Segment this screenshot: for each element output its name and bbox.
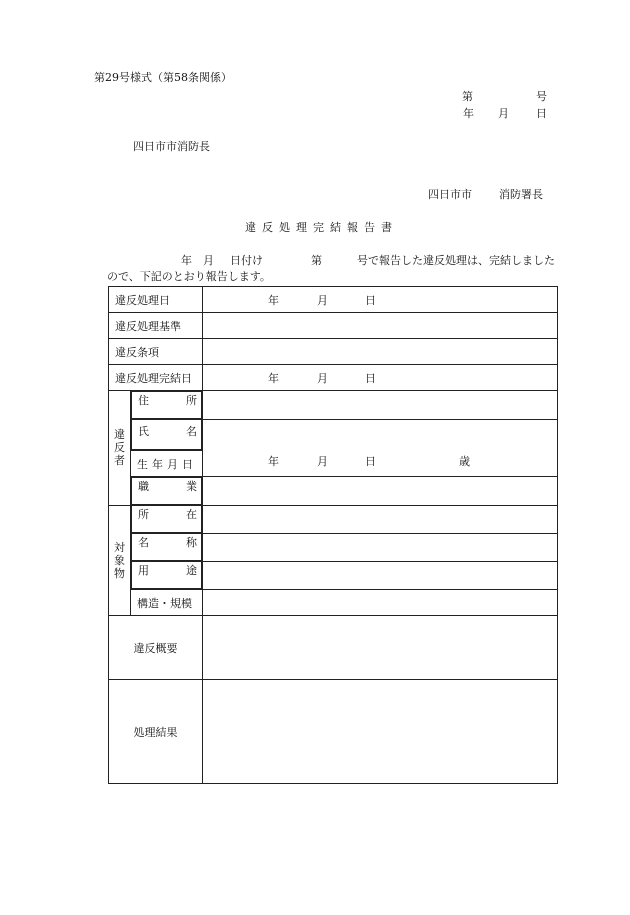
age-label: 歳 [459,455,470,469]
label-summary: 違反概要 [109,616,203,680]
sender-city: 四日市市 [428,188,472,201]
issue-date-day: 日 [536,107,547,120]
document-title: 違反処理完結報告書 [245,221,398,234]
object-group-label: 対 象 物 [109,505,131,616]
year-label: 年 [268,455,279,469]
label-violator-address: 住 所 [131,391,202,419]
label-object-location: 所 在 [131,505,202,533]
label-violator-job: 職 業 [131,477,202,505]
day-label: 日 [365,293,376,307]
year-label: 年 [268,293,279,307]
label-violation-date: 違反処理日 [109,287,203,313]
label-standard: 違反処理基準 [109,313,203,339]
label-object-use: 用 途 [131,561,202,589]
document-number-suffix: 号 [536,90,547,103]
day-label: 日 [365,371,376,385]
value-standard[interactable] [203,313,558,339]
day-label: 日 [365,455,376,469]
document-number-prefix: 第 [462,90,473,103]
label-result: 処理結果 [109,680,203,784]
label-violator-birth: 生年月日 [131,451,203,477]
addressee: 四日市市消防長 [133,140,210,153]
month-label: 月 [317,455,328,469]
label-object-name: 名 称 [131,533,202,561]
value-violator-address[interactable] [203,391,558,420]
value-completion-date[interactable] [203,365,558,391]
label-violator-name: 氏 名 [131,419,202,450]
form-number: 第29号様式（第58条関係） [94,71,232,84]
violator-group-label: 違 反 者 [109,391,131,506]
body-year: 年 [181,254,192,267]
value-article[interactable] [203,339,558,365]
year-label: 年 [268,371,279,385]
value-violator-name-birth[interactable] [203,419,558,477]
month-label: 月 [317,371,328,385]
body-line-2: ので、下記のとおり報告します。 [107,270,271,283]
value-object-use[interactable] [203,561,558,590]
body-dai: 第 [311,254,322,267]
body-date-ref: 日付け [230,254,263,267]
month-label: 月 [317,293,328,307]
value-result[interactable] [203,680,558,784]
label-object-structure: 構造・規模 [131,590,203,616]
issue-date-year: 年 [463,107,474,120]
value-violator-job[interactable] [203,477,558,506]
body-month: 月 [203,254,214,267]
label-completion-date: 違反処理完結日 [109,365,203,391]
report-table [108,286,558,784]
value-object-location[interactable] [203,505,558,533]
body-rest: 号で報告した違反処理は、完結しました [357,254,555,267]
sender-title: 消防署長 [499,188,543,201]
value-object-structure[interactable] [203,590,558,616]
issue-date-month: 月 [498,107,509,120]
value-summary[interactable] [203,616,558,680]
label-article: 違反条項 [109,339,203,365]
value-object-name[interactable] [203,533,558,561]
value-violation-date[interactable] [203,287,558,313]
